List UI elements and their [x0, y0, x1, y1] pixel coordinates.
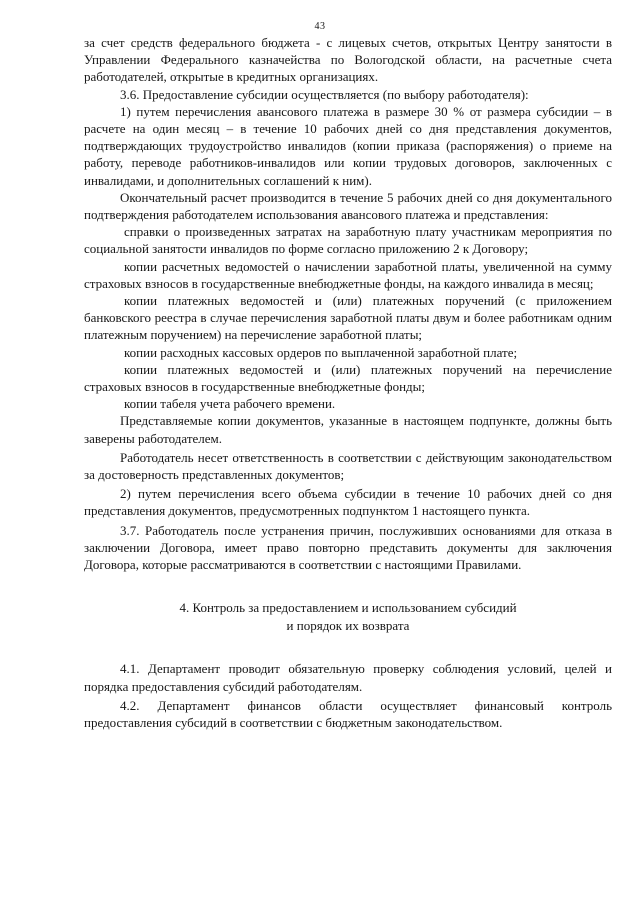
paragraph-3-6-option-2: 2) путем перечисления всего объема субсидии в течение 10 рабочих дней со дня представления документов, предусмотренных подпунктом 1 настоящего пункта. [84, 486, 612, 519]
section-heading [84, 599, 612, 634]
list-item-payment-orders: копии платежных ведомостей и (или) платежных поручений (с приложением банковского реестра в случае перечисления заработной платы двум и более работникам одним платежным поручением) на перечисление заработной платы; [84, 293, 612, 343]
paragraph-final-settlement: Окончательный расчет производится в течение 5 рабочих дней со дня документального подтверждения работодателем использования авансового платежа и представления: [84, 189, 612, 223]
paragraph-3-6: 3.6. Предоставление субсидии осуществляется (по выбору работодателя): [120, 86, 529, 102]
list-item-timesheet: копии табеля учета рабочего времени. [124, 396, 336, 412]
list-item-cash-orders: копии расходных кассовых ордеров по выплаченной заработной плате; [124, 344, 518, 360]
section-heading-line-1: 4. Контроль за предоставлением и использованием субсидий [179, 600, 517, 616]
paragraph-certified-copies: Представляемые копии документов, указанные в настоящем подпункте, должны быть заверены работодателем. [84, 413, 612, 446]
paragraph-employer-responsibility: Работодатель несет ответственность в соответствии с действующим законодательством за достоверность представленных документов; [84, 449, 612, 483]
paragraph-3-6-option-1: 1) путем перечисления авансового платежа в размере 30 % от размера субсидии – в расчете на один месяц – в течение 10 рабочих дней со дня представления документов, подтверждающих трудоустройство инвалидов (копии приказа (распоряжения) о приеме на работу, переводе работников-инвалидов или копии трудовых договоров, заключенных с инвалидами, и дополнительных соглашений к ним). [84, 103, 612, 188]
list-item-salary-certificate: справки о произведенных затратах на заработную плату участникам мероприятия по социальной занятости инвалидов по форме согласно приложению 2 к Договору; [84, 224, 612, 257]
paragraph-4-2: 4.2. Департамент финансов области осуществляет финансовый контроль предоставления субсидий в соответствии с бюджетным законодательством. [84, 697, 612, 730]
paragraph-3-7: 3.7. Работодатель после устранения причин, послуживших основаниями для отказа в заключении Договора, имеет право повторно представить документы для заключения Договора, которые рассматриваются в соответствии с настоящими Правилами. [84, 522, 612, 573]
paragraph-funding-source: за счет средств федерального бюджета - с лицевых счетов, открытых Центру занятости в Управлении Федерального казначейства по Вологодской области, на расчетные счета работодателей, открытые в кредитных организациях. [84, 35, 612, 85]
document-body [84, 34, 612, 731]
list-item-insurance-payments: копии платежных ведомостей и (или) платежных поручений на перечисление страховых взносов в государственные внебюджетные фонды; [84, 361, 612, 395]
paragraph-4-1: 4.1. Департамент проводит обязательную проверку соблюдения условий, целей и порядка предоставления субсидий работодателям. [84, 661, 612, 694]
list-item-payroll-statements: копии расчетных ведомостей о начислении заработной платы, увеличенной на сумму страховых взносов в государственные внебюджетные фонды, на каждого инвалида в месяц; [84, 258, 612, 291]
section-heading-line-2: и порядок их возврата [286, 617, 410, 633]
page-number: 43 [314, 21, 326, 32]
